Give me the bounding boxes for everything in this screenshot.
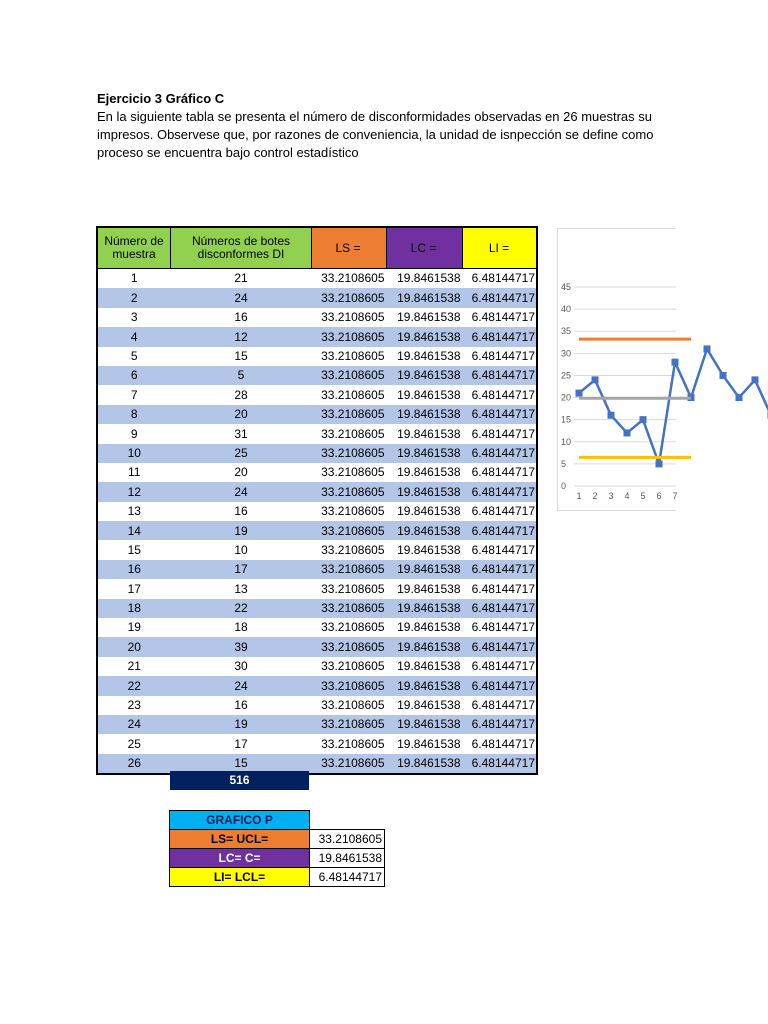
ls-cell[interactable]: 33.2108605 (312, 424, 387, 443)
table-row (97, 327, 537, 346)
lc-cell[interactable]: 19.8461538 (387, 288, 463, 307)
sample-number-cell[interactable]: 23 (97, 696, 171, 715)
defects-cell[interactable]: 15 (171, 754, 312, 774)
ls-cell[interactable]: 33.2108605 (312, 366, 387, 385)
data-table (96, 226, 538, 775)
lc-cell[interactable]: 19.8461538 (387, 385, 463, 404)
header-sample-number[interactable]: Número de muestra (97, 227, 171, 269)
sample-number-cell[interactable]: 5 (97, 347, 171, 366)
defects-cell[interactable]: 24 (171, 288, 312, 307)
summary-row-ls (170, 830, 385, 849)
li-cell[interactable]: 6.48144717 (463, 676, 538, 695)
x-tick-label: 4 (624, 491, 630, 501)
sample-number-cell[interactable]: 13 (97, 502, 171, 521)
control-chart-svg (558, 229, 676, 510)
y-tick-label: 30 (561, 348, 572, 359)
lc-cell[interactable]: 19.8461538 (387, 618, 463, 637)
ls-cell[interactable]: 33.2108605 (312, 521, 387, 540)
sample-number-cell[interactable]: 3 (97, 308, 171, 327)
defects-cell[interactable]: 19 (171, 715, 312, 734)
lc-cell[interactable]: 19.8461538 (387, 347, 463, 366)
table-row (97, 540, 537, 559)
summary-title-row (170, 811, 385, 830)
defects-cell[interactable]: 17 (171, 734, 312, 753)
y-tick-label: 20 (561, 392, 572, 403)
sample-number-cell[interactable]: 4 (97, 327, 171, 346)
sample-number-cell[interactable]: 26 (97, 754, 171, 774)
sample-number-cell[interactable]: 2 (97, 288, 171, 307)
sample-number-cell[interactable]: 18 (97, 599, 171, 618)
table-row (97, 657, 537, 676)
lc-cell[interactable]: 19.8461538 (387, 405, 463, 424)
summary-table (169, 810, 385, 887)
lc-cell[interactable]: 19.8461538 (387, 540, 463, 559)
table-row (97, 347, 537, 366)
table-row (97, 482, 537, 501)
summary-title[interactable]: GRAFICO P (170, 811, 310, 830)
defects-cell[interactable]: 25 (171, 444, 312, 463)
defects-cell[interactable]: 10 (171, 540, 312, 559)
defects-cell[interactable]: 16 (171, 308, 312, 327)
lc-cell[interactable]: 19.8461538 (387, 463, 463, 482)
data-point (624, 429, 631, 436)
sample-number-cell[interactable]: 21 (97, 657, 171, 676)
ls-cell[interactable]: 33.2108605 (312, 347, 387, 366)
defects-cell[interactable]: 18 (171, 618, 312, 637)
defects-cell[interactable]: 20 (171, 405, 312, 424)
table-row (97, 521, 537, 540)
y-tick-label: 25 (561, 370, 572, 381)
lc-cell[interactable]: 19.8461538 (387, 366, 463, 385)
ls-cell[interactable]: 33.2108605 (312, 288, 387, 307)
ls-cell[interactable]: 33.2108605 (312, 676, 387, 695)
exercise-title: Ejercicio 3 Gráfico C (97, 91, 225, 106)
li-cell[interactable]: 6.48144717 (463, 405, 538, 424)
ls-cell[interactable]: 33.2108605 (312, 385, 387, 404)
data-point (736, 394, 743, 401)
ls-cell[interactable]: 33.2108605 (312, 560, 387, 579)
table-row (97, 715, 537, 734)
table-row (97, 308, 537, 327)
ls-cell[interactable]: 33.2108605 (312, 269, 387, 289)
defects-cell[interactable]: 24 (171, 676, 312, 695)
li-cell[interactable]: 6.48144717 (463, 754, 538, 774)
lc-cell[interactable]: 19.8461538 (387, 424, 463, 443)
lc-cell[interactable]: 19.8461538 (387, 715, 463, 734)
li-cell[interactable]: 6.48144717 (463, 385, 538, 404)
lc-cell[interactable]: 19.8461538 (387, 676, 463, 695)
li-cell[interactable]: 6.48144717 (463, 327, 538, 346)
li-cell[interactable]: 6.48144717 (463, 347, 538, 366)
table-row (97, 696, 537, 715)
intro-text (97, 90, 675, 162)
defects-cell[interactable]: 12 (171, 327, 312, 346)
data-point (640, 416, 647, 423)
lc-cell[interactable]: 19.8461538 (387, 734, 463, 753)
header-lc[interactable]: LC = (387, 227, 463, 269)
sample-number-cell[interactable]: 8 (97, 405, 171, 424)
data-point (672, 359, 679, 366)
ls-cell[interactable]: 33.2108605 (312, 482, 387, 501)
lc-cell[interactable]: 19.8461538 (387, 502, 463, 521)
sample-number-cell[interactable]: 10 (97, 444, 171, 463)
lc-cell[interactable]: 19.8461538 (387, 269, 463, 289)
li-cell[interactable]: 6.48144717 (463, 308, 538, 327)
li-cell[interactable]: 6.48144717 (463, 734, 538, 753)
ls-cell[interactable]: 33.2108605 (312, 444, 387, 463)
summary-value-ls[interactable]: 33.2108605 (310, 830, 385, 849)
x-tick-label: 5 (640, 491, 646, 501)
sample-number-cell[interactable]: 12 (97, 482, 171, 501)
defects-cell[interactable]: 21 (171, 269, 312, 289)
y-tick-label: 40 (561, 304, 572, 315)
header-ls[interactable]: LS = (312, 227, 387, 269)
data-point (720, 372, 727, 379)
ls-cell[interactable]: 33.2108605 (312, 463, 387, 482)
defects-cell[interactable]: 31 (171, 424, 312, 443)
defects-cell[interactable]: 24 (171, 482, 312, 501)
defects-cell[interactable]: 22 (171, 599, 312, 618)
lc-cell[interactable]: 19.8461538 (387, 696, 463, 715)
li-cell[interactable]: 6.48144717 (463, 424, 538, 443)
y-tick-label: 5 (561, 458, 567, 469)
summary-row-lc (170, 849, 385, 868)
table-row (97, 560, 537, 579)
x-tick-label: 7 (672, 491, 678, 501)
table-row (97, 502, 537, 521)
lc-cell[interactable]: 19.8461538 (387, 579, 463, 598)
defects-cell[interactable]: 30 (171, 657, 312, 676)
x-tick-label: 3 (608, 491, 614, 501)
defects-cell[interactable]: 39 (171, 637, 312, 656)
table-row (97, 637, 537, 656)
li-cell[interactable]: 6.48144717 (463, 657, 538, 676)
defects-cell[interactable]: 5 (171, 366, 312, 385)
x-tick-label: 1 (576, 491, 582, 501)
defects-cell[interactable]: 16 (171, 696, 312, 715)
lc-cell[interactable]: 19.8461538 (387, 637, 463, 656)
table-row (97, 366, 537, 385)
table-row (97, 405, 537, 424)
summary-label-ls[interactable]: LS= UCL= (170, 830, 310, 849)
sample-number-cell[interactable]: 7 (97, 385, 171, 404)
li-cell[interactable]: 6.48144717 (463, 502, 538, 521)
table-row (97, 618, 537, 637)
ls-cell[interactable]: 33.2108605 (312, 734, 387, 753)
ls-cell[interactable]: 33.2108605 (312, 618, 387, 637)
sample-number-cell[interactable]: 25 (97, 734, 171, 753)
data-point (752, 376, 759, 383)
ls-cell[interactable]: 33.2108605 (312, 599, 387, 618)
lc-cell[interactable]: 19.8461538 (387, 327, 463, 346)
y-tick-label: 45 (561, 282, 572, 292)
sample-number-cell[interactable]: 14 (97, 521, 171, 540)
table-row (97, 579, 537, 598)
sample-number-cell[interactable]: 16 (97, 560, 171, 579)
intro-line-2: impresos. Observese que, por razones de conveniencia, la unidad de isnpección se define como (97, 127, 654, 142)
li-cell[interactable]: 6.48144717 (463, 560, 538, 579)
ls-cell[interactable]: 33.2108605 (312, 637, 387, 656)
sample-number-cell[interactable]: 9 (97, 424, 171, 443)
lc-cell[interactable]: 19.8461538 (387, 482, 463, 501)
table-row (97, 424, 537, 443)
summary-row-li (170, 868, 385, 887)
li-cell[interactable]: 6.48144717 (463, 463, 538, 482)
ls-cell[interactable]: 33.2108605 (312, 502, 387, 521)
li-cell[interactable]: 6.48144717 (463, 599, 538, 618)
y-tick-label: 10 (561, 436, 572, 447)
lc-cell[interactable]: 19.8461538 (387, 308, 463, 327)
y-tick-label: 0 (561, 481, 567, 491)
x-tick-label: 2 (592, 491, 598, 501)
intro-line-3: proceso se encuentra bajo control estadístico (97, 145, 359, 160)
sample-number-cell[interactable]: 17 (97, 579, 171, 598)
ls-cell[interactable]: 33.2108605 (312, 754, 387, 774)
li-cell[interactable]: 6.48144717 (463, 288, 538, 307)
table-row (97, 754, 537, 774)
defects-total-cell[interactable]: 516 (170, 771, 309, 790)
summary-label-li[interactable]: LI= LCL= (170, 868, 310, 887)
y-tick-label: 15 (561, 414, 572, 425)
summary-label-lc[interactable]: LC= C= (170, 849, 310, 868)
sample-number-cell[interactable]: 11 (97, 463, 171, 482)
ls-cell[interactable]: 33.2108605 (312, 405, 387, 424)
li-cell[interactable]: 6.48144717 (463, 366, 538, 385)
ls-cell[interactable]: 33.2108605 (312, 308, 387, 327)
lc-cell[interactable]: 19.8461538 (387, 599, 463, 618)
defects-cell[interactable]: 17 (171, 560, 312, 579)
data-point (608, 412, 615, 419)
defects-cell[interactable]: 13 (171, 579, 312, 598)
sample-number-cell[interactable]: 24 (97, 715, 171, 734)
table-row (97, 269, 537, 289)
li-cell[interactable]: 6.48144717 (463, 637, 538, 656)
data-point (576, 390, 583, 397)
ls-cell[interactable]: 33.2108605 (312, 715, 387, 734)
li-cell[interactable]: 6.48144717 (463, 269, 538, 289)
table-row (97, 385, 537, 404)
table-row (97, 676, 537, 695)
sample-number-cell[interactable]: 1 (97, 269, 171, 289)
defects-cell[interactable]: 16 (171, 502, 312, 521)
li-cell[interactable]: 6.48144717 (463, 715, 538, 734)
ls-cell[interactable]: 33.2108605 (312, 579, 387, 598)
data-point (656, 460, 663, 467)
defects-cell[interactable]: 28 (171, 385, 312, 404)
table-body (97, 269, 537, 775)
y-tick-label: 35 (561, 326, 572, 337)
lc-cell[interactable]: 19.8461538 (387, 521, 463, 540)
lc-cell[interactable]: 19.8461538 (387, 657, 463, 676)
ls-cell[interactable]: 33.2108605 (312, 657, 387, 676)
x-tick-label: 6 (656, 491, 662, 501)
ls-cell[interactable]: 33.2108605 (312, 540, 387, 559)
ls-cell[interactable]: 33.2108605 (312, 696, 387, 715)
lc-cell[interactable]: 19.8461538 (387, 754, 463, 774)
li-cell[interactable]: 6.48144717 (463, 444, 538, 463)
summary-value-li[interactable]: 6.48144717 (310, 868, 385, 887)
sample-number-cell[interactable]: 20 (97, 637, 171, 656)
data-point (704, 345, 711, 352)
table-row (97, 599, 537, 618)
table-row (97, 734, 537, 753)
defects-cell[interactable]: 19 (171, 521, 312, 540)
li-cell[interactable]: 6.48144717 (463, 696, 538, 715)
summary-value-lc[interactable]: 19.8461538 (310, 849, 385, 868)
lc-cell[interactable]: 19.8461538 (387, 444, 463, 463)
defects-cell[interactable]: 15 (171, 347, 312, 366)
defects-cell[interactable]: 20 (171, 463, 312, 482)
header-defects[interactable]: Números de botes disconformes DI (171, 227, 312, 269)
sample-number-cell[interactable]: 19 (97, 618, 171, 637)
lc-cell[interactable]: 19.8461538 (387, 560, 463, 579)
li-cell[interactable]: 6.48144717 (463, 482, 538, 501)
intro-line-1: En la siguiente tabla se presenta el número de disconformidades observadas en 26 muestras su (97, 109, 652, 124)
ls-cell[interactable]: 33.2108605 (312, 327, 387, 346)
table-row (97, 463, 537, 482)
control-chart[interactable] (557, 228, 676, 511)
li-cell[interactable]: 6.48144717 (463, 579, 538, 598)
li-cell[interactable]: 6.48144717 (463, 618, 538, 637)
table-row (97, 444, 537, 463)
data-point (592, 376, 599, 383)
sample-number-cell[interactable]: 22 (97, 676, 171, 695)
li-cell[interactable]: 6.48144717 (463, 540, 538, 559)
table-header-row (97, 227, 537, 269)
sample-number-cell[interactable]: 6 (97, 366, 171, 385)
header-li[interactable]: LI = (463, 227, 538, 269)
li-cell[interactable]: 6.48144717 (463, 521, 538, 540)
sample-number-cell[interactable]: 15 (97, 540, 171, 559)
table-row (97, 288, 537, 307)
